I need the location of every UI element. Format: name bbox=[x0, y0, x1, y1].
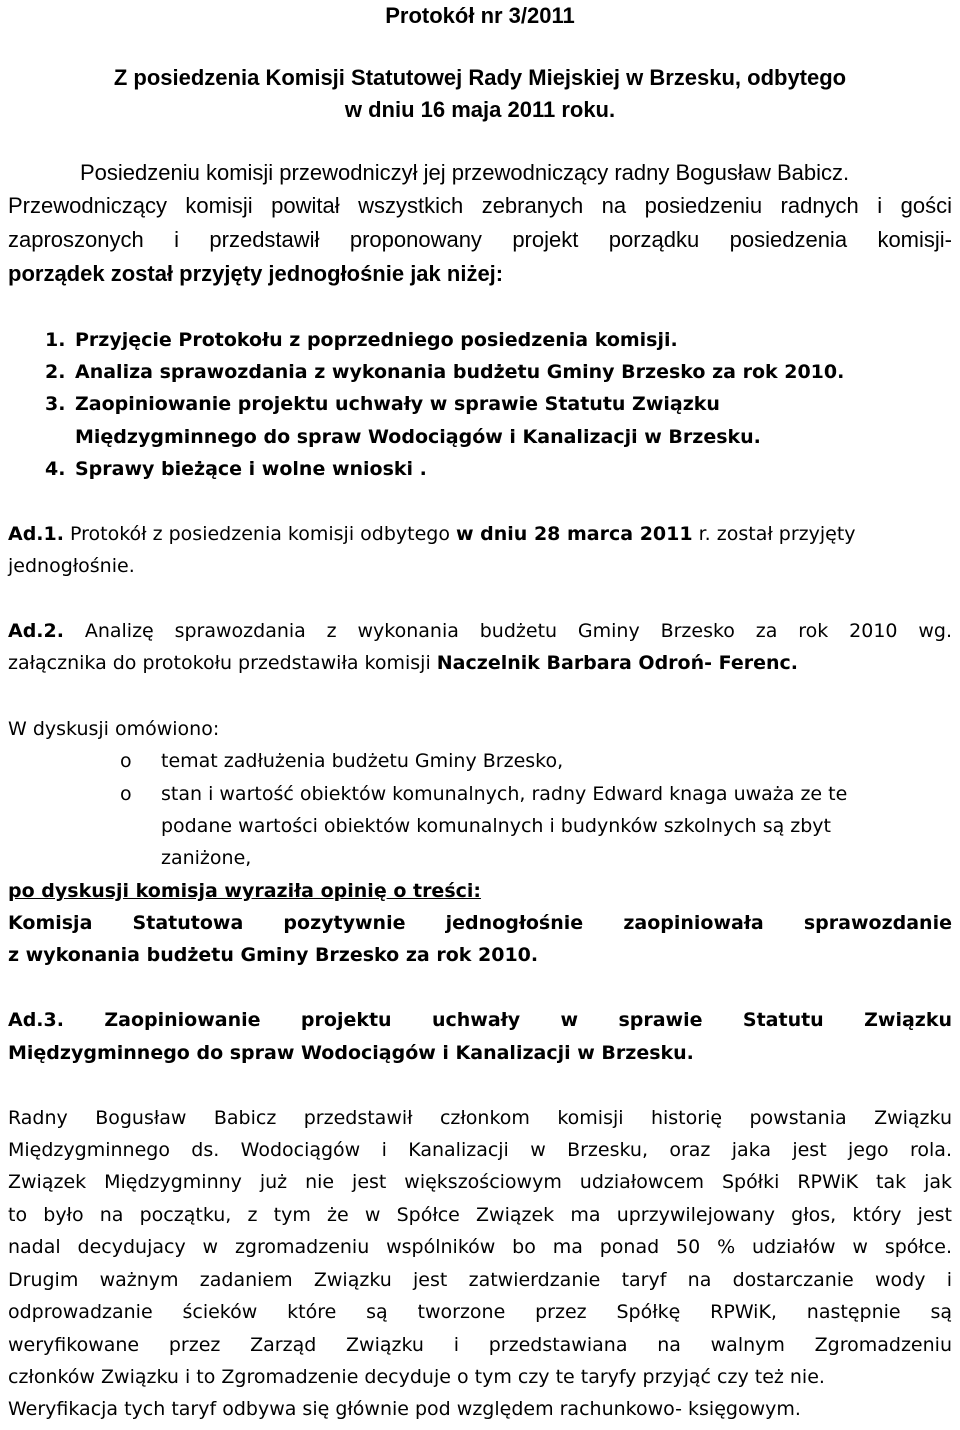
ad1-text-3: r. został przyjęty bbox=[692, 523, 856, 545]
page-title: Protokół nr 3/2011 bbox=[385, 3, 575, 28]
discussion-bullet-1 bbox=[8, 746, 952, 777]
ad3-paragraph-line: weryfikowane przez Zarząd Związku i przedstawiana na walnym Zgromadzeniu bbox=[8, 1334, 952, 1356]
agenda-item-continuation: Międzygminnego do spraw Wodociągów i Kanalizacji w Brzesku. bbox=[75, 426, 761, 448]
intro-line-2: Przewodniczący komisji powitał wszystkich zebranych na posiedzeniu radnych i gości bbox=[8, 193, 952, 218]
bullet-text: temat zadłużenia budżetu Gminy Brzesko, bbox=[161, 750, 564, 772]
ad2-line-2 bbox=[8, 648, 952, 679]
ad1-date: w dniu 28 marca 2011 bbox=[456, 523, 693, 545]
subtitle-line-1: Z posiedzenia Komisji Statutowej Rady Miejskiej w Brzesku, odbytego bbox=[113, 65, 847, 90]
intro-line-1: Posiedzeniu komisji przewodniczył jej przewodniczący radny Bogusław Babicz. bbox=[80, 160, 850, 185]
bullet-marker: o bbox=[120, 750, 132, 772]
ad3-paragraph-line: Drugim ważnym zadaniem Związku jest zatwierdzanie taryf na dostarczanie wody i bbox=[8, 1269, 952, 1291]
intro-line-3: zaproszonych i przedstawił proponowany projekt porządku posiedzenia komisji- bbox=[8, 227, 952, 252]
agenda-text: Zaopiniowanie projektu uchwały w sprawie Statutu Związku bbox=[75, 393, 720, 415]
ad3-paragraph-line: Związek Międzygminny już nie jest większościowym udziałowcem Spółki RPWiK tak jak bbox=[8, 1171, 952, 1193]
agenda-text: Sprawy bieżące i wolne wnioski . bbox=[75, 458, 427, 480]
ad3-paragraph-line: nadal decydujacy w zgromadzeniu wspólników bo ma ponad 50 % udziałów w spółce. bbox=[8, 1236, 952, 1258]
opinion-line-1: Komisja Statutowa pozytywnie jednogłośnie zaopiniowała sprawozdanie bbox=[8, 912, 952, 934]
ad2-text: Analizę sprawozdania z wykonania budżetu Gminy Brzesko za rok 2010 wg. bbox=[63, 620, 952, 642]
ad3-heading-line-1: Ad.3. Zaopiniowanie projektu uchwały w sprawie Statutu Związku bbox=[8, 1009, 952, 1031]
bullet-text: stan i wartość obiektów komunalnych, radny Edward knaga uważa ze te bbox=[161, 783, 848, 805]
agenda-item bbox=[45, 325, 952, 356]
ad3-paragraph-line: członków Związku i to Zgromadzenie decyduje o tym czy te taryfy przyjąć czy też nie. bbox=[8, 1366, 825, 1388]
ad3-paragraph-line: Radny Bogusław Babicz przedstawił członkom komisji historię powstania Związku bbox=[8, 1107, 952, 1129]
ad1-label: Ad.1. bbox=[8, 523, 64, 545]
discussion-bullet-2-cont bbox=[8, 811, 952, 842]
agenda-item bbox=[45, 357, 952, 388]
ad1-text-1: Protokół z posiedzenia komisji odbytego bbox=[63, 523, 456, 545]
opinion-heading: po dyskusji komisja wyraziła opinię o treści: bbox=[8, 880, 482, 902]
bullet-text: zaniżone, bbox=[161, 847, 252, 869]
intro-line-4: porządek został przyjęty jednogłośnie jak niżej: bbox=[8, 261, 504, 286]
agenda-item bbox=[45, 389, 952, 420]
opinion-line-2: z wykonania budżetu Gminy Brzesko za rok 2010. bbox=[8, 944, 539, 966]
agenda-number: 1. bbox=[45, 329, 66, 351]
subtitle-line-2: w dniu 16 maja 2011 roku. bbox=[344, 97, 616, 122]
bullet-text: podane wartości obiektów komunalnych i budynków szkolnych są zbyt bbox=[161, 815, 832, 837]
discussion-bullet-2 bbox=[8, 779, 952, 810]
agenda-text: Analiza sprawozdania z wykonania budżetu Gminy Brzesko za rok 2010. bbox=[75, 361, 845, 383]
agenda-item bbox=[45, 454, 952, 485]
ad2-line-1 bbox=[8, 616, 952, 647]
discussion-bullet-2-cont bbox=[8, 843, 952, 874]
ad3-paragraph-line: to było na początku, z tym że w Spółce Związek ma uprzywilejowany głos, który jest bbox=[8, 1204, 952, 1226]
ad3-paragraph-line: odprowadzanie ścieków które są tworzone przez Spółkę RPWiK, następnie są bbox=[8, 1301, 952, 1323]
ad2-text-2: załącznika do protokołu przedstawiła komisji bbox=[8, 652, 437, 674]
agenda-number: 3. bbox=[45, 393, 66, 415]
ad2-presenter: Naczelnik Barbara Odroń- Ferenc. bbox=[436, 652, 798, 674]
agenda-text: Przyjęcie Protokołu z poprzedniego posiedzenia komisji. bbox=[75, 329, 678, 351]
ad3-heading-line-2: Międzygminnego do spraw Wodociągów i Kanalizacji w Brzesku. bbox=[8, 1042, 694, 1064]
agenda-number: 2. bbox=[45, 361, 66, 383]
ad3-paragraph-line: Weryfikacja tych taryf odbywa się głównie pod względem rachunkowo- księgowym. bbox=[8, 1398, 801, 1420]
ad2-label: Ad.2. bbox=[8, 620, 64, 642]
ad1-line-1 bbox=[8, 519, 952, 550]
bullet-marker: o bbox=[120, 783, 132, 805]
discussion-heading: W dyskusji omówiono: bbox=[8, 718, 220, 740]
ad3-paragraph-line: Międzygminnego ds. Wodociągów i Kanalizacji w Brzesku, oraz jaka jest jego rola. bbox=[8, 1139, 952, 1161]
ad1-line-2: jednogłośnie. bbox=[8, 555, 135, 577]
agenda-number: 4. bbox=[45, 458, 66, 480]
